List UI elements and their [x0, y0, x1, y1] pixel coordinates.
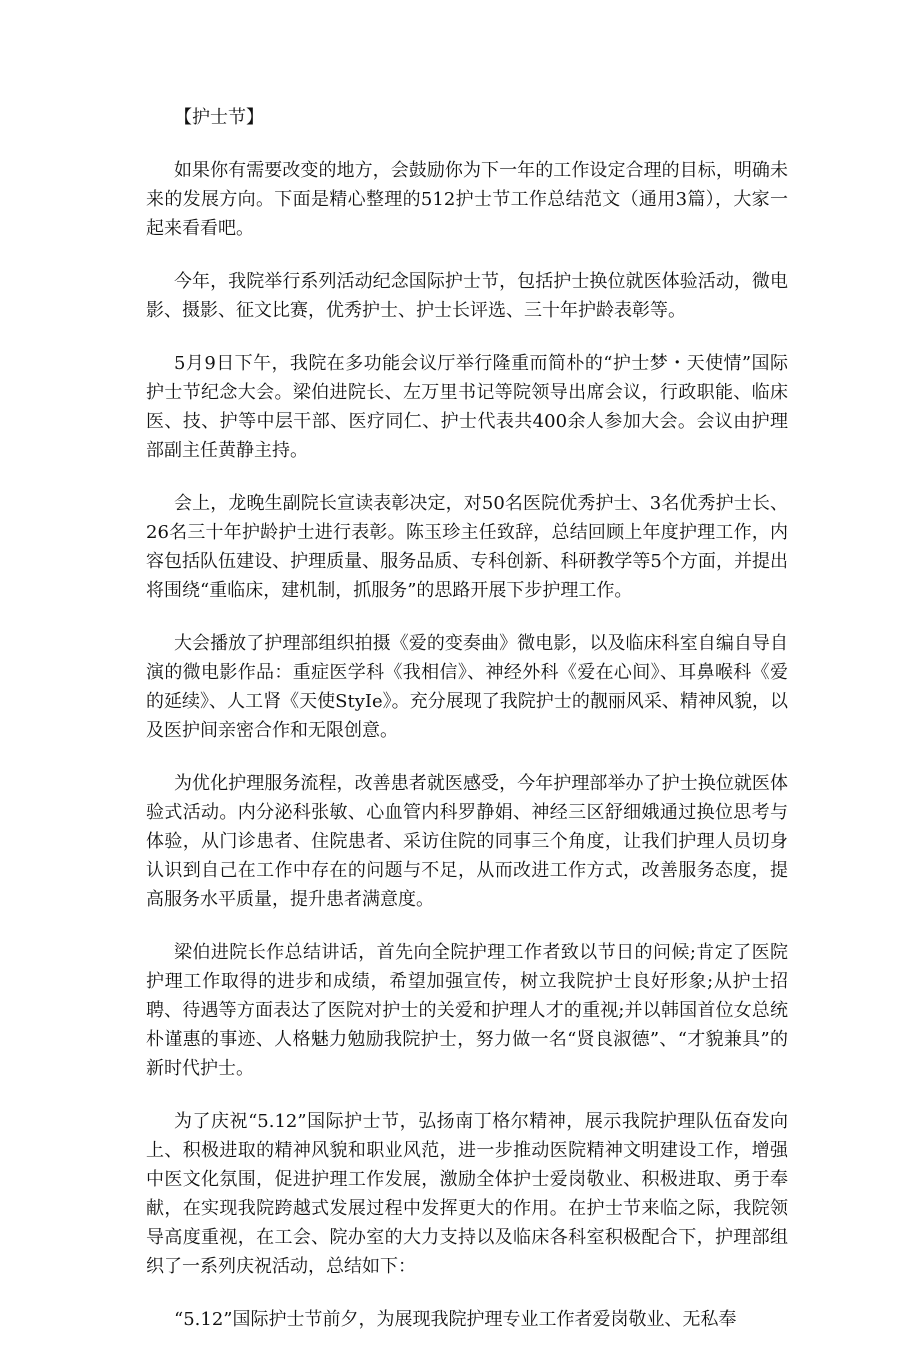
document-body [146, 103, 788, 1358]
paragraph-role-swap: 为优化护理服务流程，改善患者就医感受，今年护理部举办了护士换位就医体验式活动。内分泌科张敏、心血管内科罗静娟、神经三区舒细娥通过换位思考与体验，从门诊患者、住院患者、采访住院的同事三个角度，让我们护理人员切身认识到自己在工作中存在的问题与不足，从而改进工作方式，改善服务态度，提高服务水平质量，提升患者满意度。 [146, 773, 788, 910]
paragraph-intro: 如果你有需要改变的地方，会鼓励你为下一年的工作设定合理的目标，明确未来的发展方向。下面是精心整理的512护士节工作总结范文（通用3篇），大家一起来看看吧。 [146, 160, 788, 239]
paragraph-conference: 5月9日下午，我院在多功能会议厅举行隆重而简朴的“护士梦・天使情”国际护士节纪念大会。梁伯进院长、左万里书记等院领导出席会议，行政职能、临床医、技、护等中层干部、医疗同仁、护士代表共400余人参加大会。会议由护理部副主任黄静主持。 [146, 353, 788, 461]
paragraph-micro-films: 大会播放了护理部组织拍摄《爱的变奏曲》微电影，以及临床科室自编自导自演的微电影作品：重症医学科《我相信》、神经外科《爱在心间》、耳鼻喉科《爱的延续》、人工肾《天使StyIe》。充分展现了我院护士的靓丽风采、精神风貌，以及医护间亲密合作和无限创意。 [146, 633, 788, 741]
paragraph-celebration: 为了庆祝“5.12”国际护士节，弘扬南丁格尔精神，展示我院护理队伍奋发向上、积极进取的精神风貌和职业风范，进一步推动医院精神文明建设工作，增强中医文化氛围，促进护理工作发展，激励全体护士爱岗敬业、积极进取、勇于奉献，在实现我院跨越式发展过程中发挥更大的作用。在护士节来临之际，我院领导高度重视，在工会、院办室的大力支持以及临床各科室积极配合下，护理部组织了一系列庆祝活动，总结如下： [146, 1111, 788, 1277]
document-heading: 【护士节】 [174, 107, 264, 128]
paragraph-eve: “5.12”国际护士节前夕，为展现我院护理专业工作者爱岗敬业、无私奉 [174, 1309, 737, 1330]
paragraph-activities: 今年，我院举行系列活动纪念国际护士节，包括护士换位就医体验活动，微电影、摄影、征文比赛，优秀护士、护士长评选、三十年护龄表彰等。 [146, 271, 788, 321]
paragraph-commendation: 会上，龙晚生副院长宣读表彰决定，对50名医院优秀护士、3名优秀护士长、26名三十年护龄护士进行表彰。陈玉珍主任致辞，总结回顾上年度护理工作，内容包括队伍建设、护理质量、服务品质、专科创新、科研教学等5个方面，并提出将围绕“重临床，建机制，抓服务”的思路开展下步护理工作。 [146, 493, 788, 601]
paragraph-closing-speech: 梁伯进院长作总结讲话，首先向全院护理工作者致以节日的问候;肯定了医院护理工作取得的进步和成绩，希望加强宣传，树立我院护士良好形象;从护士招聘、待遇等方面表达了医院对护士的关爱和护理人才的重视;并以韩国首位女总统朴谨惠的事迹、人格魅力勉励我院护士，努力做一名“贤良淑德”、“才貌兼具”的新时代护士。 [146, 942, 788, 1079]
